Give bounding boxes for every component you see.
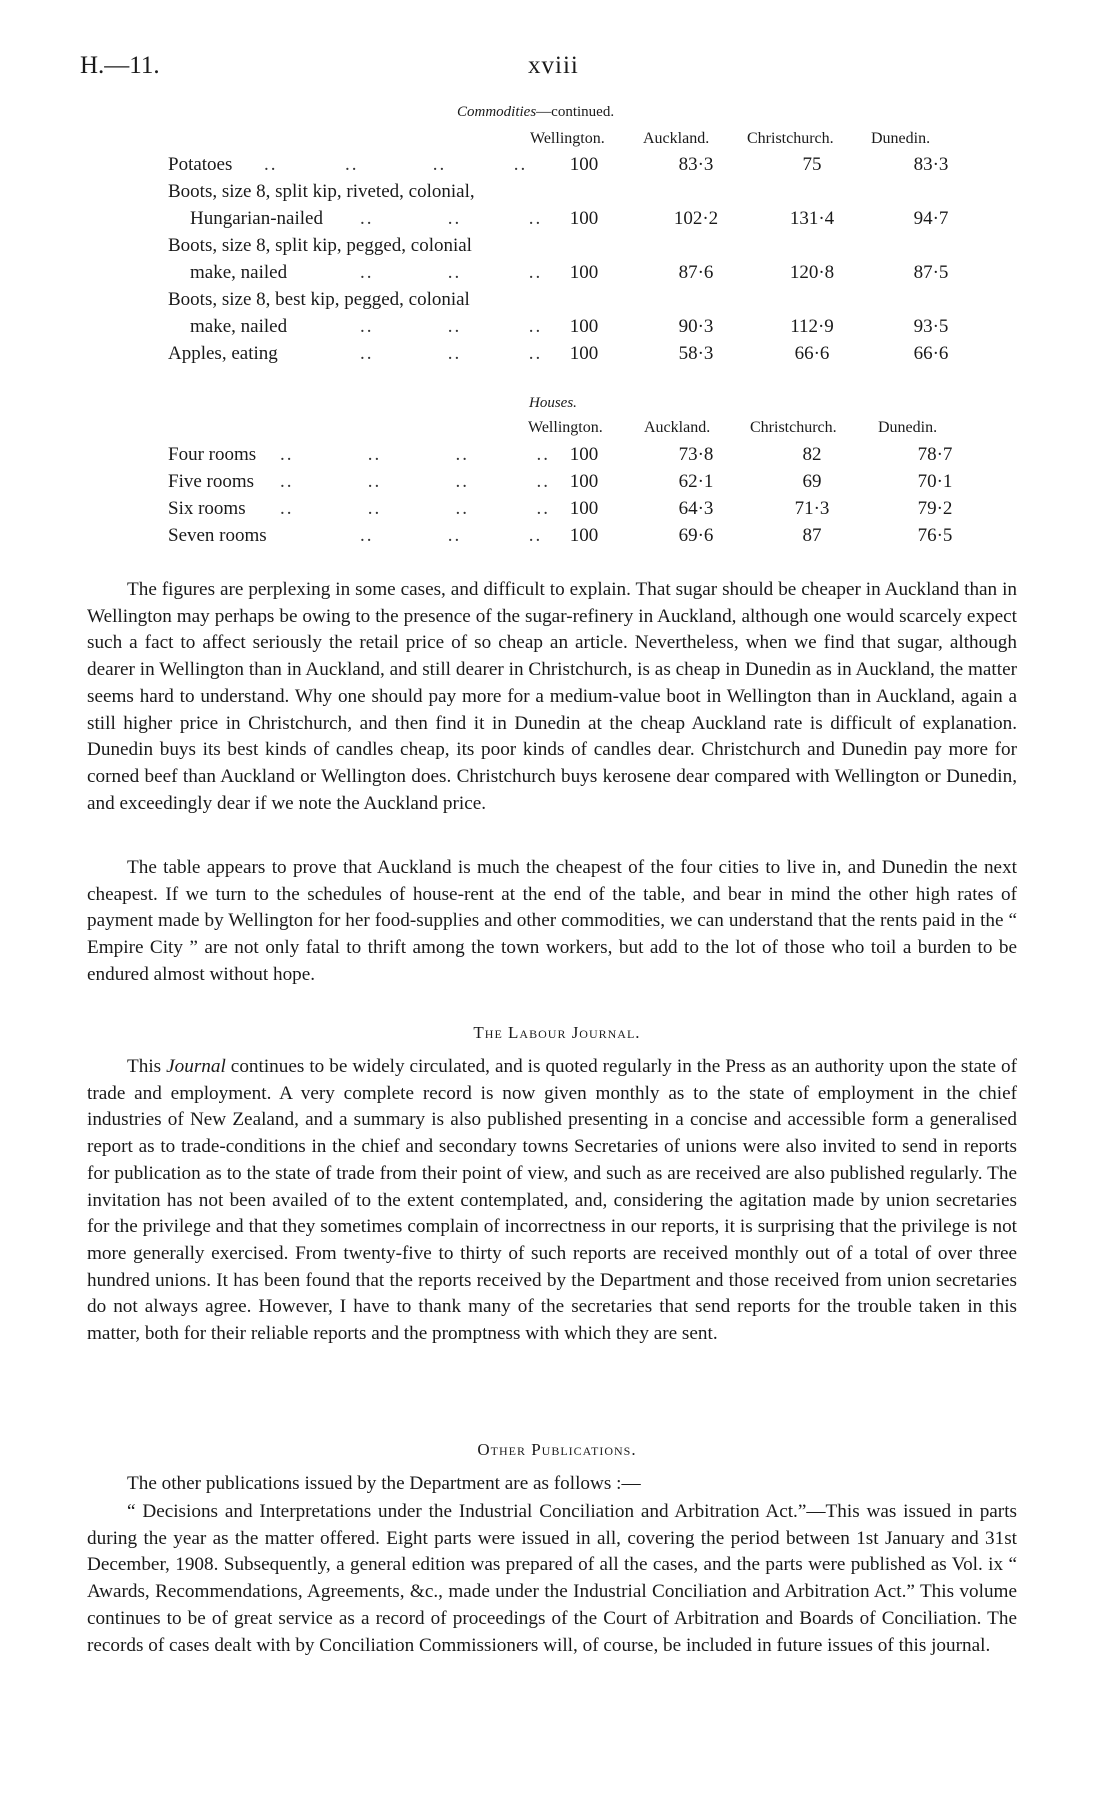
commodities-col-dunedin: Dunedin. — [871, 130, 931, 147]
table-row — [168, 208, 988, 234]
value-dunedin: 66·6 — [913, 343, 949, 364]
table-row — [168, 343, 988, 369]
value-auckland: 69·6 — [678, 525, 714, 546]
value-auckland: 64·3 — [678, 498, 714, 519]
leader-dots: .. .. .. — [360, 208, 543, 229]
value-christchurch: 66·6 — [794, 343, 830, 364]
paragraph-labour-journal — [87, 1054, 1017, 1348]
houses-col-wellington: Wellington. — [528, 419, 603, 436]
row-label-continued: make, nailed — [190, 316, 288, 337]
journal-title: Journal — [166, 1056, 226, 1077]
paragraph-text: continues to be widely circulated, and is quoted regularly in the Press as an authority upon the state of trade and employment. A very complete record is now given monthly as to the state of employment in the chief industries of New Zealand, and a summary is also published presenting in a concise and accessible form a generalised report as to trade-conditions in the chief and secondary towns Secretaries of unions were also invited to send in reports for publication as to the state of trade from their point of view, and such as are received are also published regularly. The invitation has not been availed of to the extent contemplated, and, considering the agitation made by union secretaries for the privilege and that they sometimes complain of incorrectness in our reports, it is surprising that the privilege is not more generally exercised. From twenty-five to thirty of such reports are received monthly out of a total of over three hundred unions. It has been found that the reports received by the Department and those received from union secretaries do not always agree. However, I have to thank many of the secretaries that send reports for the trouble taken in this matter, both for their reliable reports and the promptness with which they are sent. — [87, 1056, 1017, 1345]
value-dunedin: 78·7 — [917, 444, 953, 465]
value-auckland: 87·6 — [678, 262, 714, 283]
value-auckland: 73·8 — [678, 444, 714, 465]
value-christchurch: 87 — [802, 525, 822, 546]
value-christchurch: 69 — [802, 471, 822, 492]
row-label: Potatoes — [168, 154, 233, 175]
row-label: Four rooms — [168, 444, 257, 465]
value-wellington: 100 — [569, 316, 599, 337]
value-dunedin: 70·1 — [917, 471, 953, 492]
page-number: xviii — [528, 52, 579, 79]
table-row — [168, 525, 988, 551]
table-row — [168, 498, 988, 524]
paragraph-decisions-interpretations: “ Decisions and Interpretations under the Industrial Conciliation and Arbitration Act.”—This was issued in parts during the year as the matter offered. Eight parts were issued in all, covering the period between 1st January and 31st December, 1908. Subsequently, a general edition was prepared of all the cases, and the parts were published as Vol. ix “ Awards, Recommendations, Agreements, &c., made under the Industrial Conciliation and Arbitration Act.” This volume continues to be of great service as a record of proceedings of the Court of Arbitration and Boards of Conciliation. The records of cases dealt with by Conciliation Commissioners will, of course, be included in future issues of this journal. — [87, 1501, 1017, 1656]
table-row — [168, 262, 988, 288]
value-wellington: 100 — [569, 154, 599, 175]
value-dunedin: 87·5 — [913, 262, 949, 283]
value-auckland: 102·2 — [673, 208, 719, 229]
value-christchurch: 131·4 — [789, 208, 835, 229]
table-row — [168, 316, 988, 342]
paragraph-other-publications-intro: The other publications issued by the Department are as follows :— — [127, 1473, 641, 1494]
row-label-continued: Hungarian-nailed — [190, 208, 323, 229]
value-christchurch: 112·9 — [790, 316, 834, 337]
value-christchurch: 71·3 — [794, 498, 830, 519]
table-row — [168, 471, 988, 497]
commodities-caption — [457, 104, 614, 121]
leader-dots: .. .. .. .. — [280, 498, 550, 519]
table-row-label-line — [168, 235, 988, 261]
value-christchurch: 82 — [802, 444, 822, 465]
commodities-caption-italic: Commodities — [457, 104, 537, 120]
value-wellington: 100 — [569, 498, 599, 519]
commodities-caption-rest: —continued. — [536, 104, 615, 120]
table-row — [168, 444, 988, 470]
commodities-col-wellington: Wellington. — [530, 130, 605, 147]
value-christchurch: 75 — [802, 154, 822, 175]
leader-dots: .. .. .. .. — [280, 444, 550, 465]
row-label: Seven rooms — [168, 525, 267, 546]
value-auckland: 62·1 — [678, 471, 714, 492]
leader-dots: .. .. .. — [360, 262, 543, 283]
leader-dots: .. .. .. — [360, 343, 543, 364]
value-wellington: 100 — [569, 343, 599, 364]
leader-dots: .. .. .. — [360, 525, 543, 546]
value-auckland: 90·3 — [678, 316, 714, 337]
value-dunedin: 76·5 — [917, 525, 953, 546]
row-label: Boots, size 8, split kip, pegged, colonial — [168, 235, 472, 256]
table-row — [168, 154, 988, 180]
row-label: Apples, eating — [168, 343, 278, 364]
row-label: Six rooms — [168, 498, 246, 519]
table-row-label-line — [168, 181, 988, 207]
page-series-code: H.—11. — [80, 52, 160, 79]
row-label: Boots, size 8, best kip, pegged, colonial — [168, 289, 470, 310]
leader-dots: .. .. .. .. — [280, 471, 550, 492]
houses-col-dunedin: Dunedin. — [878, 419, 938, 436]
leader-dots: .. .. .. .. — [264, 154, 528, 175]
value-dunedin: 79·2 — [917, 498, 953, 519]
value-dunedin: 94·7 — [913, 208, 949, 229]
value-dunedin: 83·3 — [913, 154, 949, 175]
paragraph-text: This — [127, 1056, 167, 1077]
row-label-continued: make, nailed — [190, 262, 288, 283]
value-auckland: 58·3 — [678, 343, 714, 364]
value-christchurch: 120·8 — [789, 262, 835, 283]
row-label: Five rooms — [168, 471, 255, 492]
value-wellington: 100 — [569, 444, 599, 465]
value-wellington: 100 — [569, 471, 599, 492]
commodities-col-christchurch: Christchurch. — [747, 130, 834, 147]
section-heading-labour-journal: The Labour Journal. — [473, 1023, 641, 1042]
commodities-col-auckland: Auckland. — [643, 130, 710, 147]
houses-col-christchurch: Christchurch. — [750, 419, 837, 436]
paragraph-auckland-cheapest: The table appears to prove that Auckland is much the cheapest of the four cities to live in, and Dunedin the next cheapest. If we turn to the schedules of house-rent at the end of the table, and bear in mind the other high rates of payment made by Wellington for her food-supplies and other commodities, we can understand that the rents paid in the “ Empire City ” are not only fatal to thrift among the town workers, but add to the lot of those who toil a burden to be endured almost without hope. — [87, 857, 1017, 985]
value-wellington: 100 — [569, 208, 599, 229]
value-wellington: 100 — [569, 262, 599, 283]
paragraph-figures-perplexing: The figures are perplexing in some cases, and difficult to explain. That sugar should be cheaper in Auckland than in Wellington may perhaps be owing to the presence of the sugar-refinery in Auckland, although one would scarcely expect such a fact to affect seriously the retail price of so cheap an article. Nevertheless, when we find that sugar, although dearer in Wellington than in Auckland, and still dearer in Christchurch, is as cheap in Dunedin as in Auckland, the matter seems hard to understand. Why one should pay more for a medium-value boot in Wellington than in Auckland, again a still higher price in Christchurch, and then find it in Dunedin at the cheap Auckland rate is difficult of explanation. Dunedin buys its best kinds of candles cheap, its poor kinds of candles dear. Christchurch and Dunedin pay more for corned beef than Auckland or Wellington does. Christchurch buys kerosene dear compared with Wellington or Dunedin, and exceedingly dear if we note the Auckland price. — [87, 579, 1017, 814]
houses-col-auckland: Auckland. — [644, 419, 711, 436]
value-auckland: 83·3 — [678, 154, 714, 175]
value-wellington: 100 — [569, 525, 599, 546]
row-label: Boots, size 8, split kip, riveted, colonial, — [168, 181, 475, 202]
leader-dots: .. .. .. — [360, 316, 543, 337]
value-dunedin: 93·5 — [913, 316, 949, 337]
houses-caption: Houses. — [529, 395, 577, 411]
table-row-label-line — [168, 289, 988, 315]
section-heading-other-publications: Other Publications. — [477, 1440, 637, 1459]
